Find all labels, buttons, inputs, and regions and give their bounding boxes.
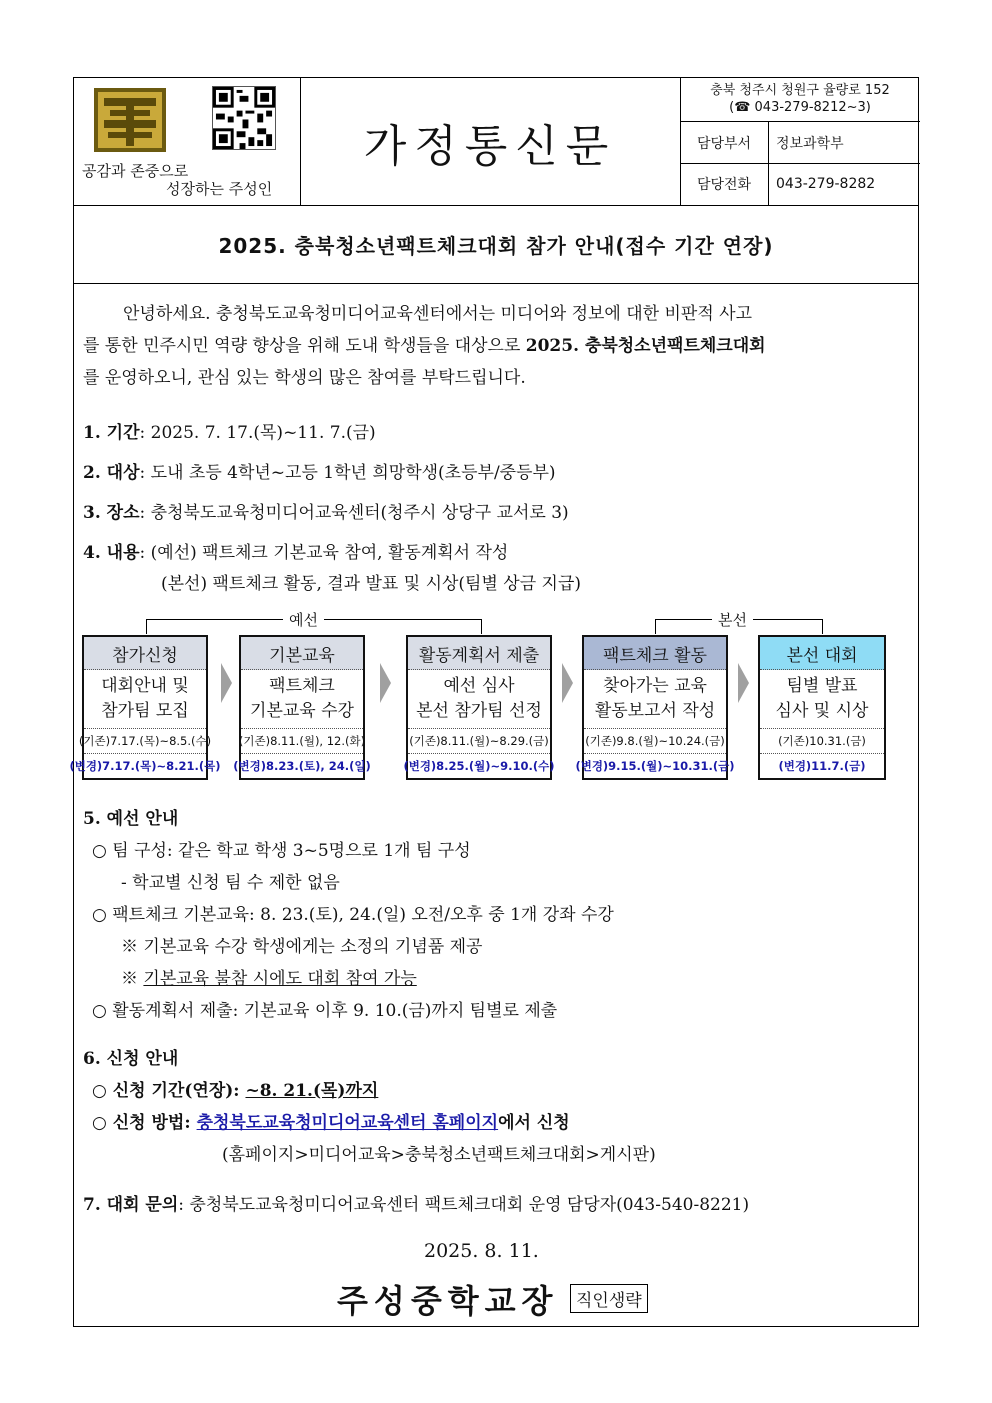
- school-slogan: [82, 162, 294, 198]
- stage-title: 팩트체크 활동: [584, 637, 726, 670]
- stage-title: 기본교육: [241, 637, 363, 670]
- stage-final: [758, 635, 886, 780]
- place-label: 3. 장소: [83, 503, 140, 523]
- letter-header: [74, 78, 918, 206]
- stage-orig-date: (기존)10.31.(금): [760, 729, 884, 754]
- intro-line-2: [83, 330, 913, 362]
- flow-arrow-icon: [738, 663, 749, 703]
- stage-desc: [408, 670, 550, 729]
- dept-label: 담당부서: [680, 122, 769, 163]
- stage-changed-date: (변경)7.17.(목)~8.21.(목): [69, 759, 221, 773]
- flow-arrow-icon: [562, 663, 573, 703]
- prelim-team: ○ 팀 구성: 같은 학교 학생 3~5명으로 1개 팀 구성: [92, 841, 471, 861]
- stage-plan-submit: [403, 635, 555, 780]
- stage-desc-line-1: 팀별 발표: [786, 676, 858, 696]
- apply-method-label: ○ 신청 방법:: [92, 1113, 197, 1133]
- stage-desc-line-1: 대회안내 및: [101, 676, 189, 696]
- stage-desc-line-2: 참가팀 모집: [101, 701, 189, 721]
- apply-period-value: ~8. 21.(목)까지: [245, 1081, 379, 1101]
- stage-changed-date: (변경)11.7.(금): [778, 759, 866, 773]
- note-underlined: 기본교육 불참 시에도 대회 참여 가능: [143, 969, 417, 989]
- item-content: [83, 538, 508, 563]
- contact-line: [83, 1190, 749, 1215]
- apply-method: [92, 1108, 570, 1133]
- stage-orig-date: (기존)9.8.(월)~10.24.(금): [584, 729, 726, 754]
- contact-label: 7. 대회 문의: [83, 1195, 179, 1215]
- stage-changed-date: (변경)8.23.(토), 24.(일): [233, 759, 371, 773]
- target-value: : 도내 초등 4학년~고등 1학년 희망학생(초등부/중등부): [139, 463, 556, 483]
- apply-path: (홈페이지>미디어교육>충북청소년팩트체크대회>게시판): [222, 1145, 656, 1165]
- tel-row: [680, 163, 920, 205]
- contest-name: 2025. 충북청소년팩트체크대회: [525, 336, 766, 356]
- apply-period: [92, 1076, 378, 1101]
- stage-desc-line-2: 심사 및 시상: [775, 701, 869, 721]
- logo-cell: [74, 78, 301, 205]
- target-label: 2. 대상: [83, 463, 140, 483]
- issue-date: 2025. 8. 11.: [424, 1240, 539, 1262]
- title-cell: [300, 78, 681, 205]
- document-title: 가정통신문: [363, 120, 617, 172]
- place-value: : 충청북도교육청미디어교육센터(청주시 상당구 교서로 3): [139, 503, 569, 523]
- intro-line-2-text: 를 통한 민주시민 역량 향상을 위해 도내 학생들을 대상으로: [83, 336, 526, 356]
- intro-paragraph: [83, 298, 913, 394]
- apply-heading: 6. 신청 안내: [83, 1049, 179, 1069]
- contact-value: : 충청북도교육청미디어교육센터 팩트체크대회 운영 담당자(043-540-8221): [178, 1195, 750, 1215]
- prelim-edu: ○ 팩트체크 기본교육: 8. 23.(토), 24.(일) 오전/오후 중 1개 강좌 수강: [92, 905, 614, 925]
- intro-line-3: 를 운영하오니, 관심 있는 학생의 많은 참여를 부탁드립니다.: [83, 368, 526, 388]
- prelim-group-label: 예선: [283, 609, 324, 630]
- stage-title: 활동계획서 제출: [408, 637, 550, 670]
- apply-method-suffix: 에서 신청: [498, 1113, 570, 1133]
- stage-desc-line-1: 팩트체크: [269, 676, 335, 696]
- qr-code-icon: [212, 86, 276, 150]
- item-place: [83, 498, 569, 523]
- content-label: 4. 내용: [83, 543, 140, 563]
- principal-name: 주성중학교장: [337, 1282, 559, 1320]
- item-period: [83, 418, 376, 443]
- stage-title: 본선 대회: [760, 637, 884, 670]
- stage-title: 참가신청: [84, 637, 206, 670]
- item-target: [83, 458, 556, 483]
- stage-desc-line-1: 찾아가는 교육: [603, 676, 707, 696]
- stage-desc-line-1: 예선 심사: [443, 676, 515, 696]
- subject-title: 2025. 충북청소년팩트체크대회 참가 안내(접수 기간 연장): [218, 233, 774, 258]
- slogan-line-2: 성장하는 주성인: [166, 180, 273, 198]
- apply-period-label: ○ 신청 기간(연장):: [92, 1081, 246, 1101]
- dept-value: 정보과학부: [776, 135, 844, 152]
- prelim-plan: ○ 활동계획서 제출: 기본교육 이후 9. 10.(금)까지 팀별로 제출: [92, 1001, 558, 1021]
- stage-orig-date: (기존)7.17.(목)~8.5.(수): [84, 729, 206, 754]
- stage-desc: [584, 670, 726, 729]
- stage-desc: [84, 670, 206, 729]
- stage-desc-line-2: 기본교육 수강: [250, 701, 354, 721]
- stage-desc-line-2: 활동보고서 작성: [594, 701, 716, 721]
- letter-body: [83, 298, 913, 594]
- final-group-label: 본선: [712, 609, 753, 630]
- seal-omitted-stamp: 직인생략: [570, 1284, 648, 1313]
- stage-factcheck-activity: [575, 635, 735, 780]
- stage-orig-date: (기존)8.11.(월)~8.29.(금): [408, 729, 550, 754]
- flow-arrow-icon: [380, 663, 391, 703]
- content-value-1: : (예선) 팩트체크 기본교육 참여, 활동계획서 작성: [139, 543, 509, 563]
- dept-row: [680, 122, 920, 164]
- tel-value: 043-279-8282: [776, 176, 876, 192]
- prelim-team-note: - 학교별 신청 팀 수 제한 없음: [121, 873, 340, 893]
- flow-arrow-icon: [221, 663, 232, 703]
- subject-row: [74, 205, 918, 284]
- contact-info-cell: [680, 78, 920, 205]
- stage-desc: [241, 670, 363, 729]
- stage-apply: [69, 635, 221, 780]
- homepage-link[interactable]: 충청북도교육청미디어교육센터 홈페이지: [196, 1113, 499, 1133]
- stage-changed-date: (변경)9.15.(월)~10.31.(금): [575, 759, 735, 773]
- item-content-2: (본선) 팩트체크 활동, 결과 발표 및 시상(팀별 상금 지급): [161, 574, 582, 594]
- document-page: [69, 77, 919, 1327]
- note-mark: ※: [121, 969, 144, 989]
- stage-changed-date: (변경)8.25.(월)~9.10.(수): [403, 759, 555, 773]
- stage-desc-line-2: 본선 참가팀 선정: [416, 701, 542, 721]
- period-value: : 2025. 7. 17.(목)~11. 7.(금): [139, 423, 376, 443]
- period-label: 1. 기간: [83, 423, 140, 443]
- stage-desc: [760, 670, 884, 729]
- address-line: 충북 청주시 청원구 율량로 152: [710, 83, 890, 98]
- stage-basic-edu: [233, 635, 371, 780]
- stage-orig-date: (기존)8.11.(월), 12.(화): [241, 729, 363, 754]
- intro-line-1: 안녕하세요. 충청북도교육청미디어교육센터에서는 미디어와 정보에 대한 비판적 사고: [123, 304, 753, 324]
- tel-label: 담당전화: [680, 163, 769, 205]
- prelim-edu-note-1: ※ 기본교육 수강 학생에게는 소정의 기념품 제공: [121, 937, 483, 957]
- prelim-edu-note-2: [121, 964, 417, 989]
- prelim-heading: 5. 예선 안내: [83, 809, 179, 829]
- phone-line: (☎ 043-279-8212~3): [729, 100, 871, 115]
- school-emblem-icon: [94, 88, 166, 152]
- slogan-line-1: 공감과 존중으로: [82, 162, 189, 180]
- school-address: [680, 78, 920, 122]
